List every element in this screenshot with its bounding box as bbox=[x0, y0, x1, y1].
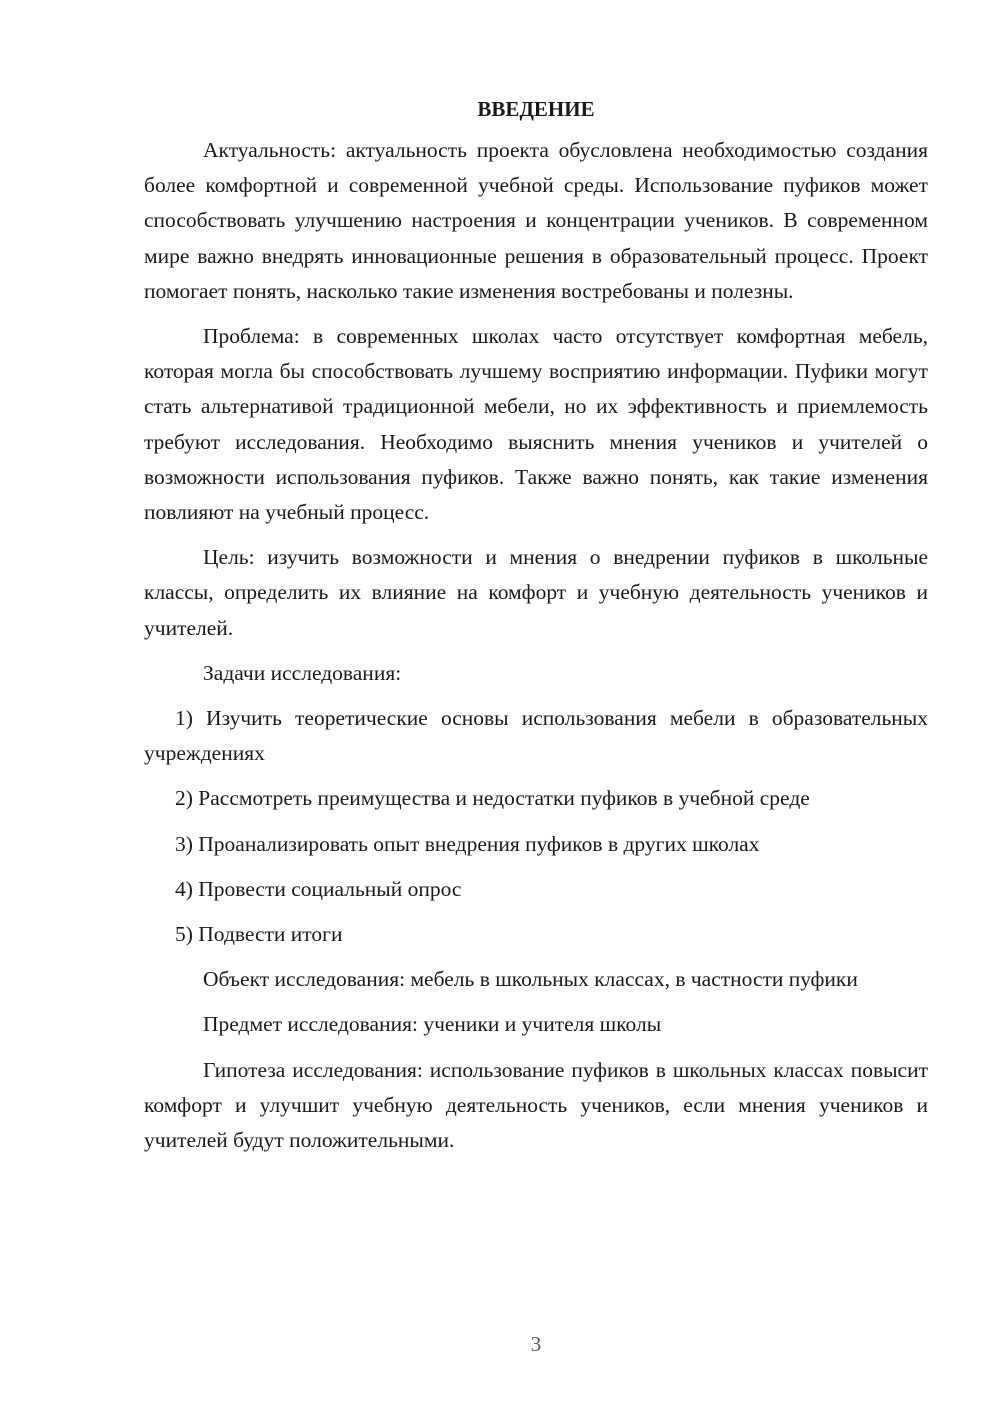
hypothesis-paragraph: Гипотеза исследования: использование пуфиков в школьных классах повысит комфорт и улучшит учебную деятельность учеников, если мнения учеников и учителей будут положительными. bbox=[144, 1057, 928, 1153]
subject-paragraph: Предмет исследования: ученики и учителя школы bbox=[203, 1012, 662, 1037]
page-content bbox=[144, 92, 928, 1168]
task-item: 4) Провести социальный опрос bbox=[175, 876, 462, 901]
page-number: 3 bbox=[530, 1332, 542, 1356]
task-item: 2) Рассмотреть преимущества и недостатки пуфиков в учебной среде bbox=[175, 786, 810, 811]
relevance-paragraph: Актуальность: актуальность проекта обусловлена необходимостью создания более комфортной и современной учебной среды. Использование пуфиков может способствовать улучшению настроения и концентрации учеников. В современном мире важно внедрять инновационные решения в образовательный процесс. Проект помогает понять, насколько такие изменения востребованы и полезны. bbox=[144, 138, 928, 303]
page-title: ВВЕДЕНИЕ bbox=[477, 97, 595, 121]
object-paragraph: Объект исследования: мебель в школьных классах, в частности пуфики bbox=[203, 967, 858, 992]
task-item: 3) Проанализировать опыт внедрения пуфиков в других школах bbox=[175, 831, 760, 856]
goal-paragraph: Цель: изучить возможности и мнения о внедрении пуфиков в школьные классы, определить их влияние на комфорт и учебную деятельность учеников и учителей. bbox=[144, 545, 928, 640]
problem-paragraph: Проблема: в современных школах часто отсутствует комфортная мебель, которая могла бы способствовать лучшему восприятию информации. Пуфики могут стать альтернативой традиционной мебели, но их эффективность и приемлемость требуют исследования. Необходимо выяснить мнения учеников и учителей о возможности использования пуфиков. Также важно понять, как такие изменения повлияют на учебный процесс. bbox=[144, 324, 928, 525]
task-item: 1) Изучить теоретические основы использования мебели в образовательных учреждениях bbox=[144, 706, 928, 766]
tasks-heading: Задачи исследования: bbox=[203, 660, 402, 685]
task-item: 5) Подвести итоги bbox=[175, 922, 343, 947]
